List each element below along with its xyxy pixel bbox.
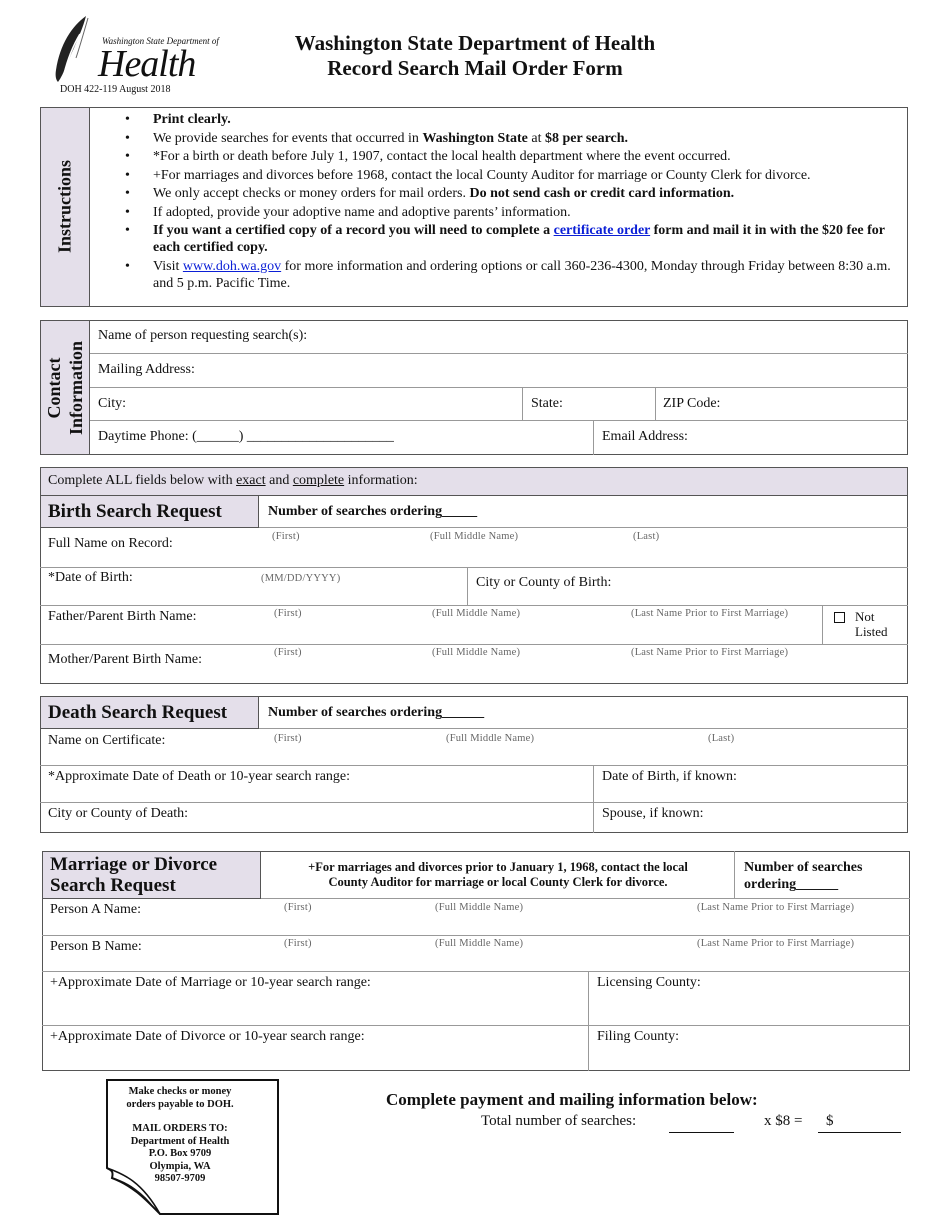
not-listed-checkbox[interactable] [834, 612, 845, 623]
death-date-field[interactable]: *Approximate Date of Death or 10-year search range: [48, 769, 351, 784]
death-number-of-searches[interactable]: Number of searches ordering______ [268, 705, 485, 720]
zip-code-field[interactable]: ZIP Code: [663, 396, 721, 411]
person-b-middle-hint[interactable]: (Full Middle Name) [435, 938, 524, 949]
instructions-list [125, 111, 893, 293]
person-a-label: Person A Name: [50, 902, 141, 917]
father-first-hint[interactable]: (First) [274, 608, 302, 619]
person-b-label: Person B Name: [50, 939, 142, 954]
death-middle-hint[interactable]: (Full Middle Name) [446, 733, 535, 744]
instruction-item: • We provide searches for events that occurred in Washington State at $8 per search. [125, 130, 629, 146]
contact-side-label: Contact Information [44, 341, 86, 435]
not-listed-label: Not Listed [855, 609, 888, 639]
birth-number-of-searches[interactable]: Number of searches ordering_____ [268, 504, 478, 519]
death-first-hint[interactable]: (First) [274, 733, 302, 744]
death-name-label: Name on Certificate: [48, 733, 166, 748]
marriage-section-heading: Marriage or Divorce Search Request [50, 854, 218, 896]
email-field[interactable]: Email Address: [602, 429, 688, 444]
mailing-address-field[interactable]: Mailing Address: [98, 362, 195, 377]
form-number: DOH 422-119 August 2018 [60, 84, 171, 95]
instruction-item: • Visit www.doh.wa.gov for more information and ordering options or call 360-236-4300, Monday through Friday between 8:30 a.m. and 5 p.m. Pacific Time. [125, 258, 891, 291]
divorce-date-field[interactable]: +Approximate Date of Divorce or 10-year search range: [50, 1029, 365, 1044]
total-amount-input[interactable] [818, 1132, 901, 1133]
person-a-middle-hint[interactable]: (Full Middle Name) [435, 902, 524, 913]
birth-first-hint[interactable]: (First) [272, 531, 300, 542]
page-title-line1: Washington State Department of Health [294, 31, 656, 55]
marriage-note: +For marriages and divorces prior to January 1, 1968, contact the local County Auditor for marriage or local County Clerk for divorce. [308, 860, 688, 889]
birth-dob-hint[interactable]: (MM/DD/YYYY) [261, 573, 341, 584]
instruction-item: • If adopted, provide your adoptive name and adoptive parents’ information. [125, 204, 571, 220]
instruction-item: • +For marriages and divorces before 1968, contact the local County Auditor for marriage or County Clerk for divorce. [125, 167, 811, 183]
instructions-side-label: Instructions [54, 160, 75, 254]
certificate-order-link[interactable]: certificate order [553, 223, 651, 238]
instruction-item: • We only accept checks or money orders for mail orders. Do not send cash or credit card information. [125, 186, 735, 201]
birth-middle-hint[interactable]: (Full Middle Name) [430, 531, 519, 542]
birth-full-name-label: Full Name on Record: [48, 536, 173, 551]
feather-logo-icon [50, 14, 100, 84]
mother-first-hint[interactable]: (First) [274, 647, 302, 658]
birth-last-hint[interactable]: (Last) [633, 531, 660, 542]
mother-name-label: Mother/Parent Birth Name: [48, 652, 202, 667]
city-field[interactable]: City: [98, 396, 127, 411]
father-name-label: Father/Parent Birth Name: [48, 609, 197, 624]
marriage-number-of-searches[interactable]: Number of searches ordering______ [744, 860, 863, 892]
logo-big-text: Health [98, 43, 196, 85]
marriage-date-field[interactable]: +Approximate Date of Marriage or 10-year search range: [50, 975, 371, 990]
complete-note-text: Complete ALL fields below with exact and complete information: [48, 473, 418, 488]
licensing-county-field[interactable]: Licensing County: [597, 975, 701, 990]
birth-city-field[interactable]: City or County of Birth: [476, 575, 612, 590]
father-middle-hint[interactable]: (Full Middle Name) [432, 608, 521, 619]
price-multiplier: x $8 = [764, 1113, 803, 1129]
person-b-last-hint[interactable]: (Last Name Prior to First Marriage) [697, 938, 855, 949]
mother-last-hint[interactable]: (Last Name Prior to First Marriage) [631, 647, 789, 658]
payment-heading: Complete payment and mailing information below: [386, 1090, 758, 1109]
person-b-first-hint[interactable]: (First) [284, 938, 312, 949]
death-section-heading: Death Search Request [48, 702, 228, 723]
instruction-item: • If you want a certified copy of a record you will need to complete a certificate order form and mail it in with the $20 fee for each certified copy. [125, 223, 885, 255]
page-title-line2: Record Search Mail Order Form [327, 56, 623, 80]
daytime-phone-field[interactable]: Daytime Phone: (______) _____________________ [98, 429, 394, 444]
logo-small-text: Washington State Department of [102, 36, 219, 46]
mother-middle-hint[interactable]: (Full Middle Name) [432, 647, 521, 658]
death-dob-field[interactable]: Date of Birth, if known: [602, 769, 737, 784]
person-a-last-hint[interactable]: (Last Name Prior to First Marriage) [697, 902, 855, 913]
filing-county-field[interactable]: Filing County: [597, 1029, 680, 1044]
mail-instructions-text: Make checks or money orders payable to DOH. MAIL ORDERS TO: Department of Health P.O. Box 9709 Olympia, WA 98507-9709 [126, 1086, 234, 1184]
requester-name-field[interactable]: Name of person requesting search(s): [98, 328, 308, 343]
death-city-field[interactable]: City or County of Death: [48, 806, 188, 821]
death-spouse-field[interactable]: Spouse, if known: [602, 806, 704, 821]
person-a-first-hint[interactable]: (First) [284, 902, 312, 913]
father-last-hint[interactable]: (Last Name Prior to First Marriage) [631, 608, 789, 619]
dollar-sign: $ [826, 1113, 834, 1129]
state-field[interactable]: State: [531, 396, 563, 411]
birth-section-heading: Birth Search Request [48, 501, 222, 522]
total-searches-input[interactable] [669, 1132, 734, 1133]
birth-dob-label: *Date of Birth: [48, 570, 133, 585]
total-searches-label: Total number of searches: [481, 1113, 637, 1129]
instruction-item: • Print clearly. [125, 112, 231, 127]
death-last-hint[interactable]: (Last) [708, 733, 735, 744]
doh-website-link[interactable]: www.doh.wa.gov [182, 258, 282, 274]
instruction-item: • *For a birth or death before July 1, 1907, contact the local health department where the event occurred. [125, 149, 731, 164]
doh-logo [50, 14, 219, 90]
